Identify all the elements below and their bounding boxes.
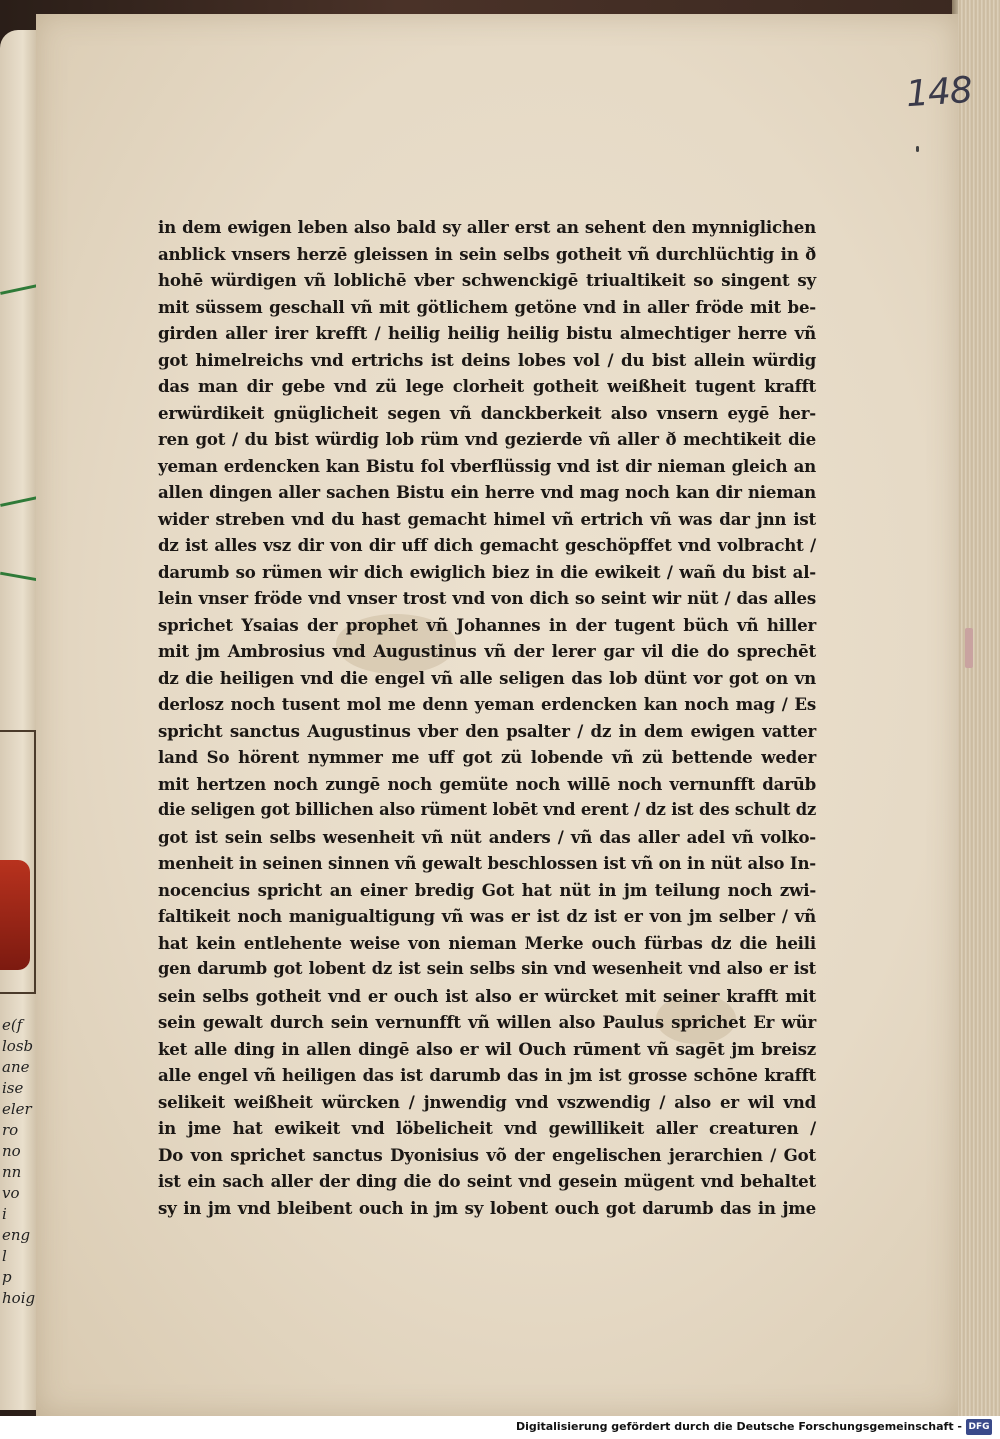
page-number: 148	[904, 69, 974, 116]
left-page-text-line: eler	[2, 1100, 32, 1118]
text-line: wider streben vnd du hast gemacht himel vñ ertrich vñ was dar jnn ist	[158, 508, 816, 529]
text-line: Do von sprichet sanctus Dyonisius võ der engelischen jerarchien / Got	[158, 1144, 816, 1165]
text-line: ket alle ding in allen dingē also er wil Ouch rūment vñ sagēt jm breisz	[158, 1038, 816, 1059]
left-page-text-line: i	[2, 1205, 7, 1223]
text-line: lein vnser fröde vnd vnser trost vnd von dich so seint wir nüt / das alles	[158, 588, 816, 608]
text-line: die seligen got billichen also rüment lobēt vnd erent / dz ist des schult dz	[158, 800, 816, 819]
text-line: selikeit weißheit würcken / jnwendig vnd vszwendig / also er wil vnd	[158, 1091, 816, 1112]
left-page-text-line: l	[2, 1247, 7, 1265]
text-line: alle engel vñ heiligen das ist darumb das in jm ist grosse schōne krafft	[158, 1065, 816, 1085]
left-page-text-line: ise	[2, 1079, 24, 1097]
text-line: menheit in seinen sinnen vñ gewalt beschlossen ist vñ on in nüt also In-	[158, 853, 816, 873]
text-line: hat kein entlehente weise von nieman Merke ouch fürbas dz die heili	[158, 932, 816, 953]
text-line: derlosz noch tusent mol me denn yeman erdencken kan noch mag / Es	[158, 694, 816, 714]
text-line: sprichet Ysaias der prophet vñ Johannes in der tugent büch vñ hiller	[158, 614, 816, 635]
left-page-text-line: nn	[2, 1163, 22, 1181]
left-page-text	[2, 1015, 36, 1309]
text-line: in jme hat ewikeit vnd löbelicheit vnd gewillikeit aller creaturen /	[158, 1118, 816, 1138]
text-line: ist ein sach aller der ding die do seint vnd gesein mügent vnd behaltet	[158, 1171, 816, 1191]
text-line: darumb so rümen wir dich ewiglich biez in die ewikeit / wañ du bist al-	[158, 561, 816, 582]
text-line: yeman erdencken kan Bistu fol vberflüssig vnd ist dir nieman gleich an	[158, 455, 816, 476]
book-page	[36, 14, 974, 1416]
text-line: hohē würdigen vñ loblichē vber schwenckigē triualtikeit so singent sy	[158, 270, 816, 290]
footer-credit: Digitalisierung gefördert durch die Deutsche Forschungsgemeinschaft -	[515, 1420, 962, 1433]
illustration-line	[0, 496, 38, 507]
text-line: mit hertzen noch zungē noch gemüte noch willē noch vernunfft darūb	[158, 773, 816, 794]
text-line: dz ist alles vsz dir von dir uff dich gemacht geschöpffet vnd volbracht /	[158, 535, 816, 555]
text-line: faltikeit noch manigualtigung vñ was er ist dz ist er von jm selber / vñ	[158, 906, 816, 926]
left-page-text-line: p	[2, 1268, 12, 1286]
text-line: mit süssem geschall vñ mit götlichem getöne vnd in aller fröde mit be-	[158, 296, 816, 317]
text-line: erwürdikeit gnüglicheit segen vñ danckberkeit also vnsern eygē her-	[158, 402, 816, 423]
text-line: got ist sein selbs wesenheit vñ nüt anders / vñ das aller adel vñ volko-	[158, 826, 816, 847]
text-line: das man dir gebe vnd zü lege clorheit gotheit weißheit tugent krafft	[158, 376, 816, 396]
text-line: nocencius spricht an einer bredig Got hat nüt in jm teilung noch zwi-	[158, 879, 816, 900]
left-page-text-line: losb	[2, 1037, 34, 1055]
text-line: land So hörent nymmer me uff got zü lobende vñ zü bettende weder	[158, 747, 816, 767]
left-page-text-line: hoig	[2, 1289, 36, 1307]
text-line: mit jm Ambrosius vnd Augustinus vñ der lerer gar vil die do sprechēt	[158, 641, 816, 661]
left-page-text-line: no	[2, 1142, 21, 1160]
ink-mark	[916, 146, 919, 152]
text-line: anblick vnsers herzē gleissen in sein selbs gotheit vñ durchlüchtig in ð	[158, 243, 816, 264]
page-tab-marker	[965, 628, 973, 668]
text-line: sein gewalt durch sein vernunfft vñ willen also Paulus sprichet Er wür	[158, 1012, 816, 1032]
text-line: ren got / du bist würdig lob rüm vnd gezierde vñ aller ð mechtikeit die	[158, 429, 816, 449]
left-page-text-line: eng	[2, 1226, 31, 1244]
illustration-red-figure	[0, 860, 30, 970]
digitization-footer	[0, 1416, 1000, 1439]
text-line: sein selbs gotheit vnd er ouch ist also er würcket mit seiner krafft mit	[158, 985, 816, 1006]
text-line: gen darumb got lobent dz ist sein selbs sin vnd wesenheit vnd also er ist	[158, 959, 816, 978]
text-line: sy in jm vnd bleibent ouch in jm sy lobent ouch got darumb das in jme	[158, 1197, 816, 1218]
text-line: girden aller irer krefft / heilig heilig heilig bistu almechtiger herre vñ	[158, 323, 816, 343]
book-page-edges	[958, 0, 1000, 1416]
left-page-text-line: e(f	[2, 1016, 23, 1034]
text-line: got himelreichs vnd ertrichs ist deins lobes vol / du bist allein würdig	[158, 349, 816, 370]
main-text-block	[158, 214, 816, 1221]
left-page-text-line: ro	[2, 1121, 19, 1139]
illustration-line	[0, 572, 38, 582]
dfg-logo[interactable]: DFG	[966, 1419, 992, 1435]
left-page-fragment	[0, 30, 38, 1410]
text-line: allen dingen aller sachen Bistu ein herre vnd mag noch kan dir nieman	[158, 482, 816, 502]
text-line: in dem ewigen leben also bald sy aller erst an sehent den mynniglichen	[158, 217, 816, 237]
left-page-text-line: ane	[2, 1058, 30, 1076]
left-page-text-line: vo	[2, 1184, 20, 1202]
text-line: spricht sanctus Augustinus vber den psalter / dz in dem ewigen vatter	[158, 720, 816, 741]
illustration-line	[0, 284, 38, 295]
text-line: dz die heiligen vnd die engel vñ alle seligen das lob dünt vor got on vn	[158, 667, 816, 688]
